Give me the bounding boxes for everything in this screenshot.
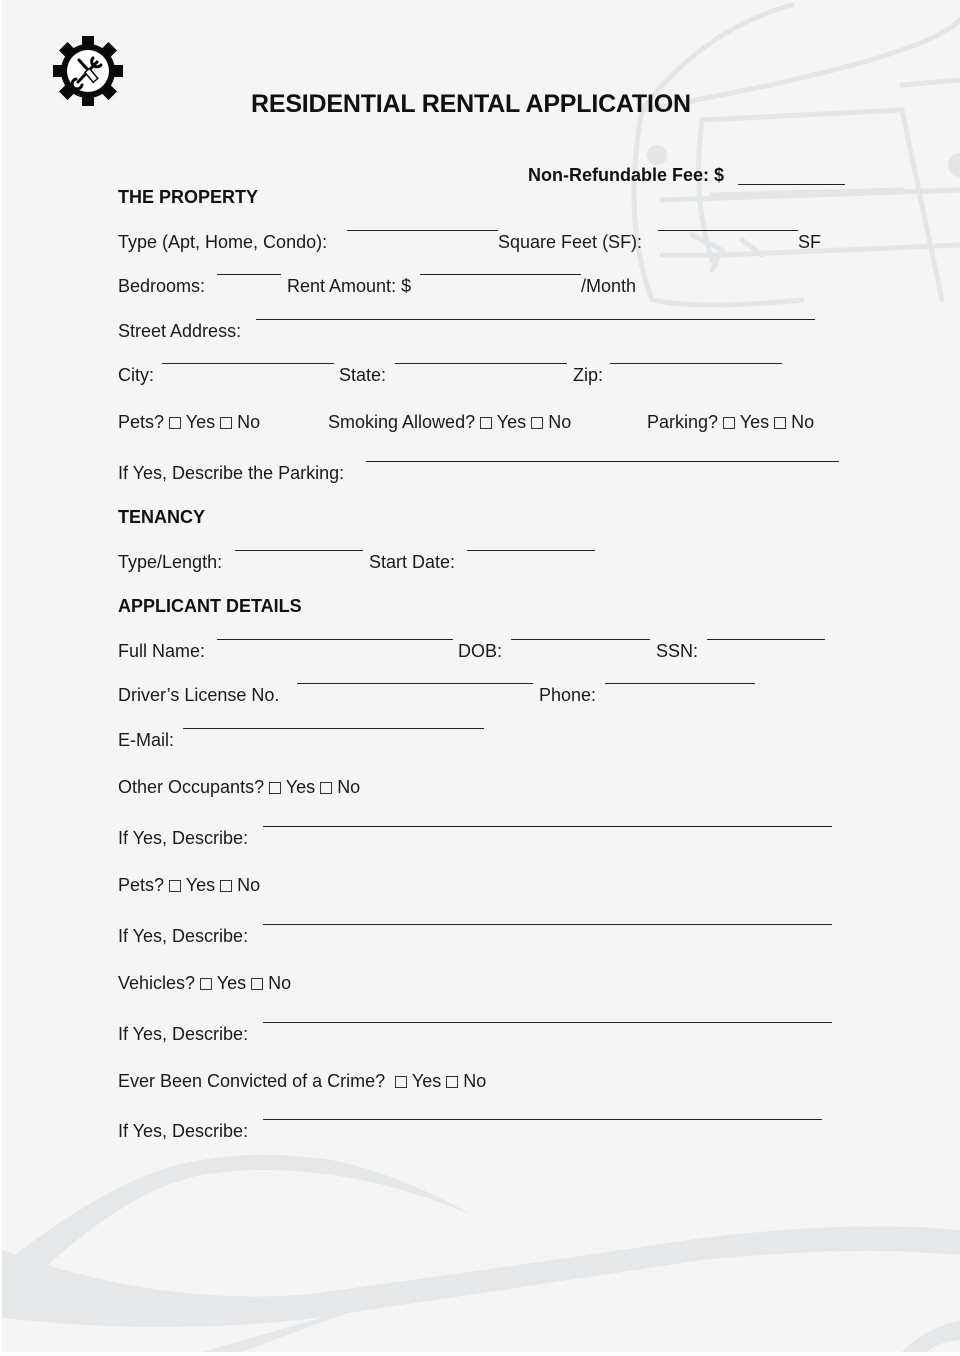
parking-no-checkbox[interactable]	[774, 417, 786, 429]
parking-yes-checkbox[interactable]	[723, 417, 735, 429]
state-label: State:	[339, 365, 387, 385]
city-state-zip-row	[118, 363, 838, 387]
zip-field[interactable]	[610, 363, 782, 364]
vehicles-question	[118, 971, 291, 995]
pets-yes-checkbox[interactable]	[169, 417, 181, 429]
occupants-no-checkbox[interactable]	[320, 782, 332, 794]
parking-question	[647, 410, 814, 434]
sqft-label: Square Feet (SF):	[498, 232, 643, 252]
applicant-pets-yes-checkbox[interactable]	[169, 880, 181, 892]
occupants-question	[118, 775, 360, 799]
dob-field[interactable]	[511, 639, 650, 640]
rent-unit: /Month	[581, 276, 637, 296]
pets-describe-field[interactable]	[263, 924, 832, 925]
full-name-label: Full Name:	[118, 641, 206, 661]
occupants-describe-field[interactable]	[263, 826, 832, 827]
street-label: Street Address:	[118, 321, 242, 341]
pets-label: Pets?	[118, 412, 165, 432]
crime-question	[118, 1069, 486, 1093]
tenancy-row	[118, 550, 838, 574]
vehicles-describe-row	[118, 1022, 838, 1046]
parking-label: Parking?	[647, 412, 719, 432]
parking-describe-row	[118, 461, 848, 485]
street-address-row	[118, 319, 838, 343]
type-length-label: Type/Length:	[118, 552, 223, 572]
name-dob-ssn-row	[118, 639, 838, 663]
rent-label: Rent Amount: $	[287, 276, 412, 296]
phone-label: Phone:	[539, 685, 597, 705]
yes-label: Yes	[411, 1071, 442, 1091]
ssn-field[interactable]	[707, 639, 825, 640]
email-row	[118, 728, 838, 752]
vehicles-describe-field[interactable]	[263, 1022, 832, 1023]
state-field[interactable]	[395, 363, 567, 364]
no-label: No	[337, 777, 361, 797]
pets-describe-row	[118, 924, 838, 948]
occupants-describe-row	[118, 826, 838, 850]
crime-label: Ever Been Convicted of a Crime?	[118, 1071, 386, 1091]
bedrooms-field[interactable]	[217, 274, 281, 275]
parking-describe-label: If Yes, Describe the Parking:	[118, 463, 345, 483]
applicant-pets-row	[118, 873, 838, 897]
section-heading-applicant: APPLICANT DETAILS	[118, 596, 302, 616]
type-label: Type (Apt, Home, Condo):	[118, 232, 328, 252]
gear-tools-icon	[52, 35, 124, 107]
ssn-label: SSN:	[656, 641, 699, 661]
sqft-field[interactable]	[658, 230, 798, 231]
phone-field[interactable]	[605, 683, 755, 684]
full-name-field[interactable]	[217, 639, 453, 640]
start-date-field[interactable]	[467, 550, 595, 551]
yes-label: Yes	[739, 412, 770, 432]
yes-label: Yes	[216, 973, 247, 993]
occupants-row	[118, 775, 838, 799]
applicant-pets-label: Pets?	[118, 875, 165, 895]
city-label: City:	[118, 365, 154, 385]
crime-describe-field[interactable]	[263, 1119, 822, 1120]
applicant-pets-no-checkbox[interactable]	[220, 880, 232, 892]
start-date-label: Start Date:	[369, 552, 456, 572]
city-field[interactable]	[162, 363, 334, 364]
email-field[interactable]	[183, 728, 484, 729]
describe-label: If Yes, Describe:	[118, 926, 249, 946]
street-field[interactable]	[256, 319, 815, 320]
zip-label: Zip:	[573, 365, 604, 385]
pets-no-checkbox[interactable]	[220, 417, 232, 429]
pets-question	[118, 410, 260, 434]
no-label: No	[463, 1071, 487, 1091]
no-label: No	[268, 973, 292, 993]
license-label: Driver’s License No.	[118, 685, 280, 705]
describe-label: If Yes, Describe:	[118, 1024, 249, 1044]
property-options-row	[118, 410, 848, 434]
applicant-pets-question	[118, 873, 260, 897]
no-label: No	[237, 412, 261, 432]
crime-row	[118, 1069, 838, 1093]
smoking-label: Smoking Allowed?	[328, 412, 476, 432]
property-type-row	[118, 230, 838, 254]
license-field[interactable]	[297, 683, 533, 684]
no-label: No	[548, 412, 572, 432]
describe-label: If Yes, Describe:	[118, 828, 249, 848]
document-title: RESIDENTIAL RENTAL APPLICATION	[251, 90, 691, 118]
describe-label: If Yes, Describe:	[118, 1121, 249, 1141]
occupants-yes-checkbox[interactable]	[269, 782, 281, 794]
parking-describe-field[interactable]	[366, 461, 839, 462]
yes-label: Yes	[185, 875, 216, 895]
no-label: No	[791, 412, 815, 432]
yes-label: Yes	[185, 412, 216, 432]
bedrooms-label: Bedrooms:	[118, 276, 206, 296]
yes-label: Yes	[496, 412, 527, 432]
dob-label: DOB:	[458, 641, 503, 661]
smoking-no-checkbox[interactable]	[531, 417, 543, 429]
vehicles-label: Vehicles?	[118, 973, 196, 993]
section-heading-tenancy: TENANCY	[118, 507, 206, 527]
section-heading-property: THE PROPERTY	[118, 187, 259, 207]
smoking-question	[328, 410, 571, 434]
type-length-field[interactable]	[235, 550, 363, 551]
bedrooms-rent-row	[118, 274, 838, 298]
sqft-unit: SF	[798, 232, 822, 252]
vehicles-row	[118, 971, 838, 995]
occupants-label: Other Occupants?	[118, 777, 265, 797]
fee-row	[528, 163, 724, 187]
crime-describe-row	[118, 1119, 838, 1143]
type-field[interactable]	[347, 230, 498, 231]
fee-field[interactable]	[738, 184, 845, 185]
rental-application-page	[2, 0, 960, 1352]
crime-yes-checkbox[interactable]	[395, 1076, 407, 1088]
fee-label: Non-Refundable Fee: $	[528, 165, 725, 185]
email-label: E-Mail:	[118, 730, 175, 750]
vehicles-yes-checkbox[interactable]	[200, 978, 212, 990]
smoking-yes-checkbox[interactable]	[480, 417, 492, 429]
vehicles-no-checkbox[interactable]	[251, 978, 263, 990]
rent-field[interactable]	[420, 274, 581, 275]
no-label: No	[237, 875, 261, 895]
license-phone-row	[118, 683, 838, 707]
crime-no-checkbox[interactable]	[446, 1076, 458, 1088]
yes-label: Yes	[285, 777, 316, 797]
